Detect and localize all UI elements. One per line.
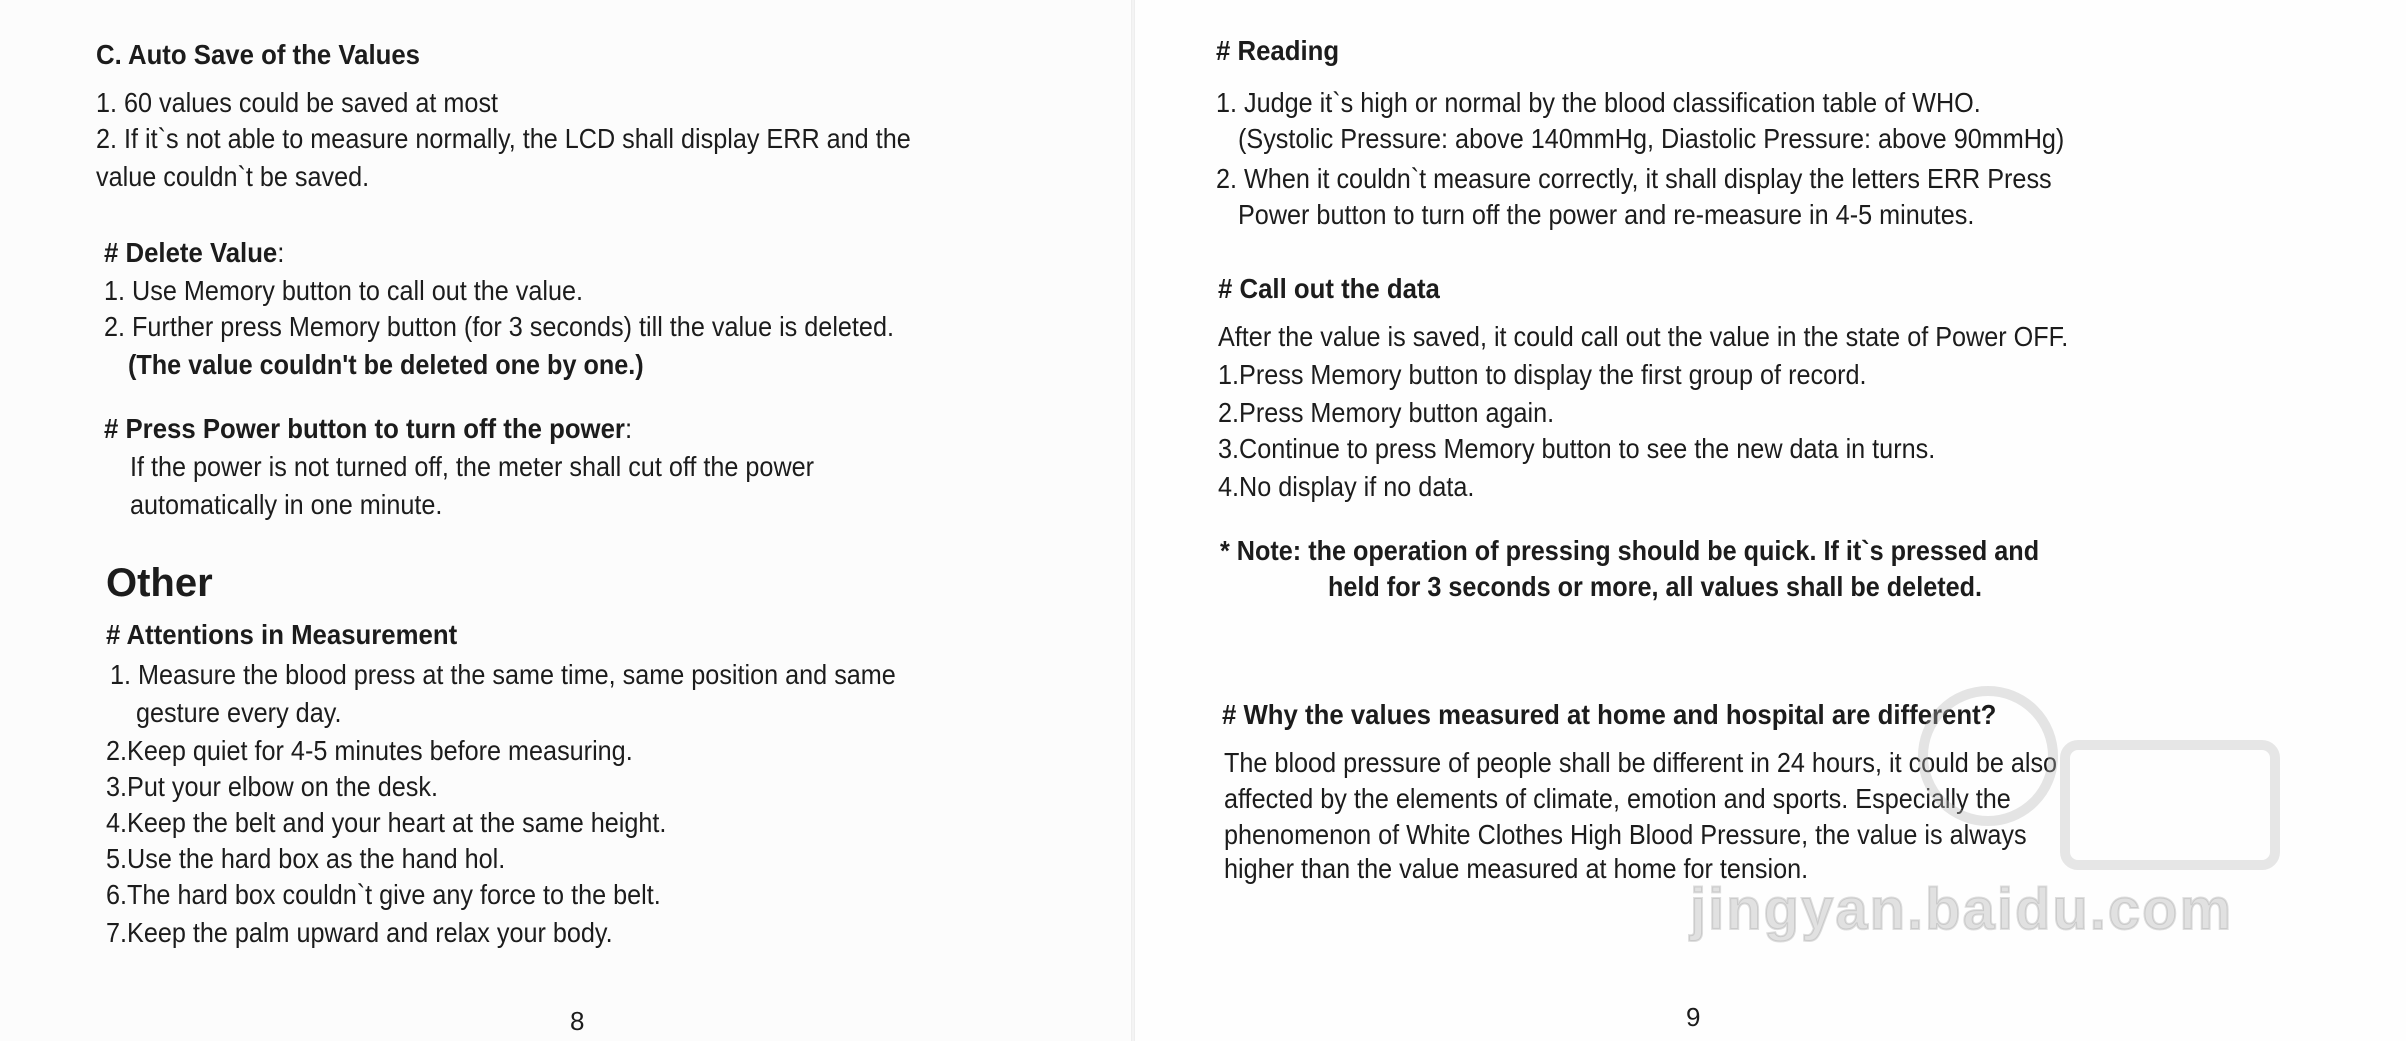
auto-save-line-1: 1. 60 values could be saved at most [96, 87, 499, 118]
delete-value-line-1: 1. Use Memory button to call out the value. [104, 275, 584, 306]
why-different-line-4: higher than the value measured at home for tension. [1224, 853, 1809, 884]
power-off-line-1: If the power is not turned off, the meter shall cut off the power [130, 451, 815, 482]
why-different-line-3: phenomenon of White Clothes High Blood Pressure, the value is always [1224, 819, 2027, 850]
page-number-left: 8 [570, 1006, 585, 1036]
auto-save-line-3: value couldn`t be saved. [96, 161, 370, 192]
other-section-title: Other [106, 561, 213, 605]
delete-value-note: (The value couldn't be deleted one by one.) [128, 349, 644, 380]
reading-line-1: 1. Judge it`s high or normal by the blood classification table of WHO. [1216, 87, 1981, 118]
why-different-line-1: The blood pressure of people shall be different in 24 hours, it could be also [1224, 747, 2058, 778]
baidu-watermark-logo-icon [2060, 740, 2280, 870]
auto-save-line-2: 2. If it`s not able to measure normally, the LCD shall display ERR and the [96, 123, 911, 154]
attention-line-8: 7.Keep the palm upward and relax your body. [106, 917, 613, 948]
why-different-heading: # Why the values measured at home and hospital are different? [1222, 699, 1997, 730]
attention-line-5: 4.Keep the belt and your heart at the same height. [106, 807, 667, 838]
attentions-heading: # Attentions in Measurement [106, 619, 458, 650]
attention-line-7: 6.The hard box couldn`t give any force to the belt. [106, 879, 661, 910]
delete-value-heading: # Delete Value: [104, 237, 285, 268]
call-out-line-3: 2.Press Memory button again. [1218, 397, 1555, 428]
baidu-watermark-icon [1918, 686, 2058, 826]
power-off-line-2: automatically in one minute. [130, 489, 443, 520]
watermark-text: jingyan.baidu.com [1690, 877, 2234, 942]
attention-line-2: gesture every day. [136, 697, 342, 728]
attention-line-6: 5.Use the hard box as the hand hol. [106, 843, 506, 874]
power-off-heading: # Press Power button to turn off the power: [104, 413, 633, 444]
why-different-line-2: affected by the elements of climate, emotion and sports. Especially the [1224, 783, 2011, 814]
call-out-line-5: 4.No display if no data. [1218, 471, 1475, 502]
call-out-line-4: 3.Continue to press Memory button to see the new data in turns. [1218, 433, 1936, 464]
reading-line-4: Power button to turn off the power and re-measure in 4-5 minutes. [1238, 199, 1975, 230]
reading-line-2: (Systolic Pressure: above 140mmHg, Diastolic Pressure: above 90mmHg) [1238, 123, 2065, 154]
attention-line-1: 1. Measure the blood press at the same time, same position and same [110, 659, 896, 690]
auto-save-heading: C. Auto Save of the Values [96, 39, 420, 70]
note-line-2: held for 3 seconds or more, all values shall be deleted. [1328, 571, 1983, 602]
call-out-line-2: 1.Press Memory button to display the first group of record. [1218, 359, 1867, 390]
call-out-heading: # Call out the data [1218, 273, 1440, 304]
delete-value-line-2: 2. Further press Memory button (for 3 seconds) till the value is deleted. [104, 311, 894, 342]
note-line-1: * Note: the operation of pressing should be quick. If it`s pressed and [1220, 535, 2040, 566]
reading-heading: # Reading [1216, 35, 1340, 66]
attention-line-3: 2.Keep quiet for 4-5 minutes before measuring. [106, 735, 633, 766]
page-number-right: 9 [1686, 1002, 1701, 1032]
call-out-line-1: After the value is saved, it could call out the value in the state of Power OFF. [1218, 321, 2069, 352]
reading-line-3: 2. When it couldn`t measure correctly, it shall display the letters ERR Press [1216, 163, 2052, 194]
attention-line-4: 3.Put your elbow on the desk. [106, 771, 439, 802]
